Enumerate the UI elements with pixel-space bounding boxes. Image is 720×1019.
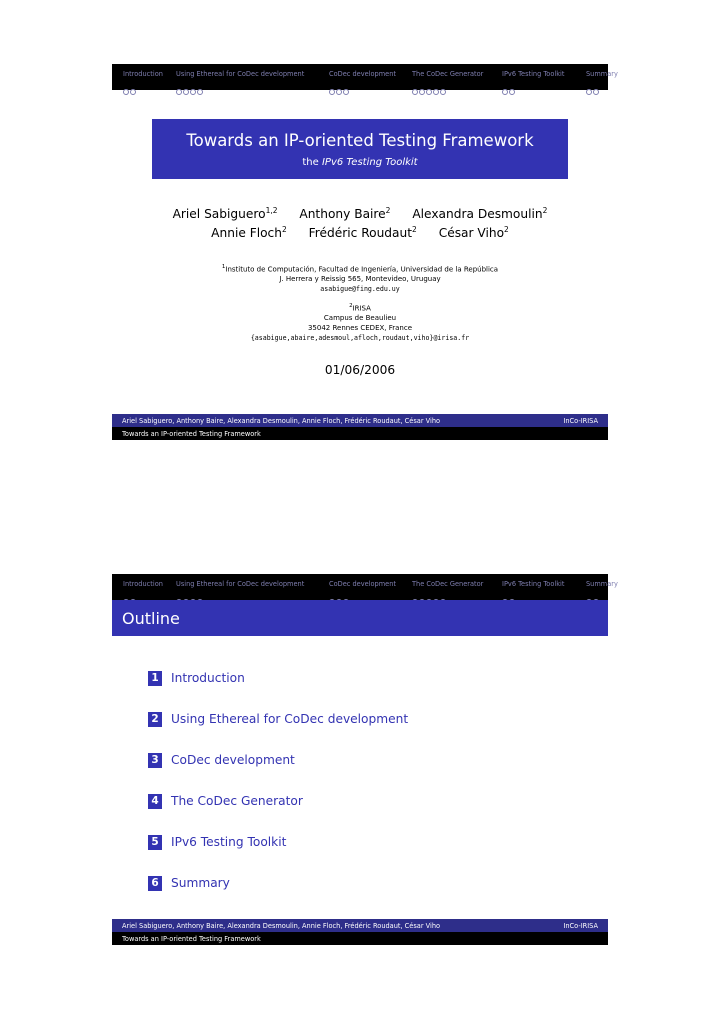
toc-number-badge: 1 <box>148 671 162 686</box>
nav-section-label: IPv6 Testing Toolkit <box>502 580 565 588</box>
toc-label: Using Ethereal for CoDec development <box>171 712 409 726</box>
nav-section-label: Introduction <box>123 70 163 78</box>
footer-authors: Ariel Sabiguero, Anthony Baire, Alexandra Desmoulin, Annie Floch, Frédéric Roudaut, César Viho <box>122 922 441 930</box>
nav-section-label: Using Ethereal for CoDec development <box>176 580 305 588</box>
nav-progress-dots <box>123 80 137 99</box>
frame-title: Outline <box>122 609 180 628</box>
nav-progress-dots <box>176 80 204 99</box>
toc-label: IPv6 Testing Toolkit <box>171 835 287 849</box>
footer-title-bar <box>112 932 608 945</box>
nav-section-label: CoDec development <box>329 70 396 78</box>
authors-line-2 <box>112 225 608 240</box>
toc-label: Introduction <box>171 671 245 685</box>
footer-title-bar <box>112 427 608 440</box>
nav-progress-dots <box>586 80 600 99</box>
toc-number-badge: 3 <box>148 753 162 768</box>
title-slide <box>112 64 618 441</box>
section-navigation <box>112 64 618 90</box>
author: Anthony Baire$^2$ <box>299 206 391 222</box>
author: Alexandra Desmoulin$^2$ <box>412 206 548 222</box>
nav-section-label: Summary <box>586 580 618 588</box>
presentation-title: Towards an IP-oriented Testing Framework <box>186 131 534 150</box>
footer-institute: InCo-IRISA <box>563 922 598 930</box>
subtitle-emphasis: IPv6 Testing Toolkit <box>321 157 418 168</box>
affiliation-1: $^1$Instituto de Computación, Facultad de Ingeniería, Universidad de la República J. Herrera y Reissig 565, Montevideo, Uruguay asabigue@fing.edu.uy <box>112 262 608 294</box>
outline-slide <box>112 574 618 951</box>
nav-progress-dots <box>412 80 447 99</box>
toc-label: Summary <box>171 876 230 890</box>
section-navigation <box>112 574 618 600</box>
nav-section-label: Summary <box>586 70 618 78</box>
email-2: {asabigue,abaire,adesmoul,afloch,roudaut,viho}@irisa.fr <box>250 334 470 343</box>
nav-section-label: Introduction <box>123 580 163 588</box>
footer-authors-bar <box>112 919 608 932</box>
author: César Viho$^2$ <box>438 225 509 241</box>
authors-line-1 <box>112 206 608 221</box>
subtitle-prefix: the <box>302 157 319 168</box>
frame-title-bar <box>112 600 608 636</box>
toc-number-badge: 2 <box>148 712 162 727</box>
nav-progress-dots <box>329 80 350 99</box>
email-1: asabigue@fing.edu.uy <box>320 285 400 294</box>
footer-authors: Ariel Sabiguero, Anthony Baire, Alexandra Desmoulin, Annie Floch, Frédéric Roudaut, César Viho <box>122 417 441 425</box>
toc-number-badge: 5 <box>148 835 162 850</box>
nav-section-label: IPv6 Testing Toolkit <box>502 70 565 78</box>
nav-section-label: CoDec development <box>329 580 396 588</box>
toc-label: The CoDec Generator <box>171 794 303 808</box>
toc-number-badge: 6 <box>148 876 162 891</box>
title-box <box>152 119 568 179</box>
footer-institute: InCo-IRISA <box>563 417 598 425</box>
toc-label: CoDec development <box>171 753 295 767</box>
author: Annie Floch$^2$ <box>211 225 287 241</box>
nav-progress-dots <box>502 80 516 99</box>
author: Ariel Sabiguero$^{1,2}$ <box>172 206 278 222</box>
presentation-date: 01/06/2006 <box>324 363 396 377</box>
footer-title: Towards an IP-oriented Testing Framework <box>122 935 261 943</box>
presentation-subtitle <box>152 157 568 168</box>
footer-title: Towards an IP-oriented Testing Framework <box>122 430 261 438</box>
nav-section-label: The CoDec Generator <box>412 580 484 588</box>
toc-number-badge: 4 <box>148 794 162 809</box>
nav-section-label: Using Ethereal for CoDec development <box>176 70 305 78</box>
affiliation-2: $^2$IRISA Campus de Beaulieu 35042 Rennes CEDEX, France {asabigue,abaire,adesmoul,afloch,roudaut,viho}@irisa.fr <box>112 301 608 343</box>
nav-section-label: The CoDec Generator <box>412 70 484 78</box>
footer-authors-bar <box>112 414 608 427</box>
author: Frédéric Roudaut$^2$ <box>308 225 417 241</box>
